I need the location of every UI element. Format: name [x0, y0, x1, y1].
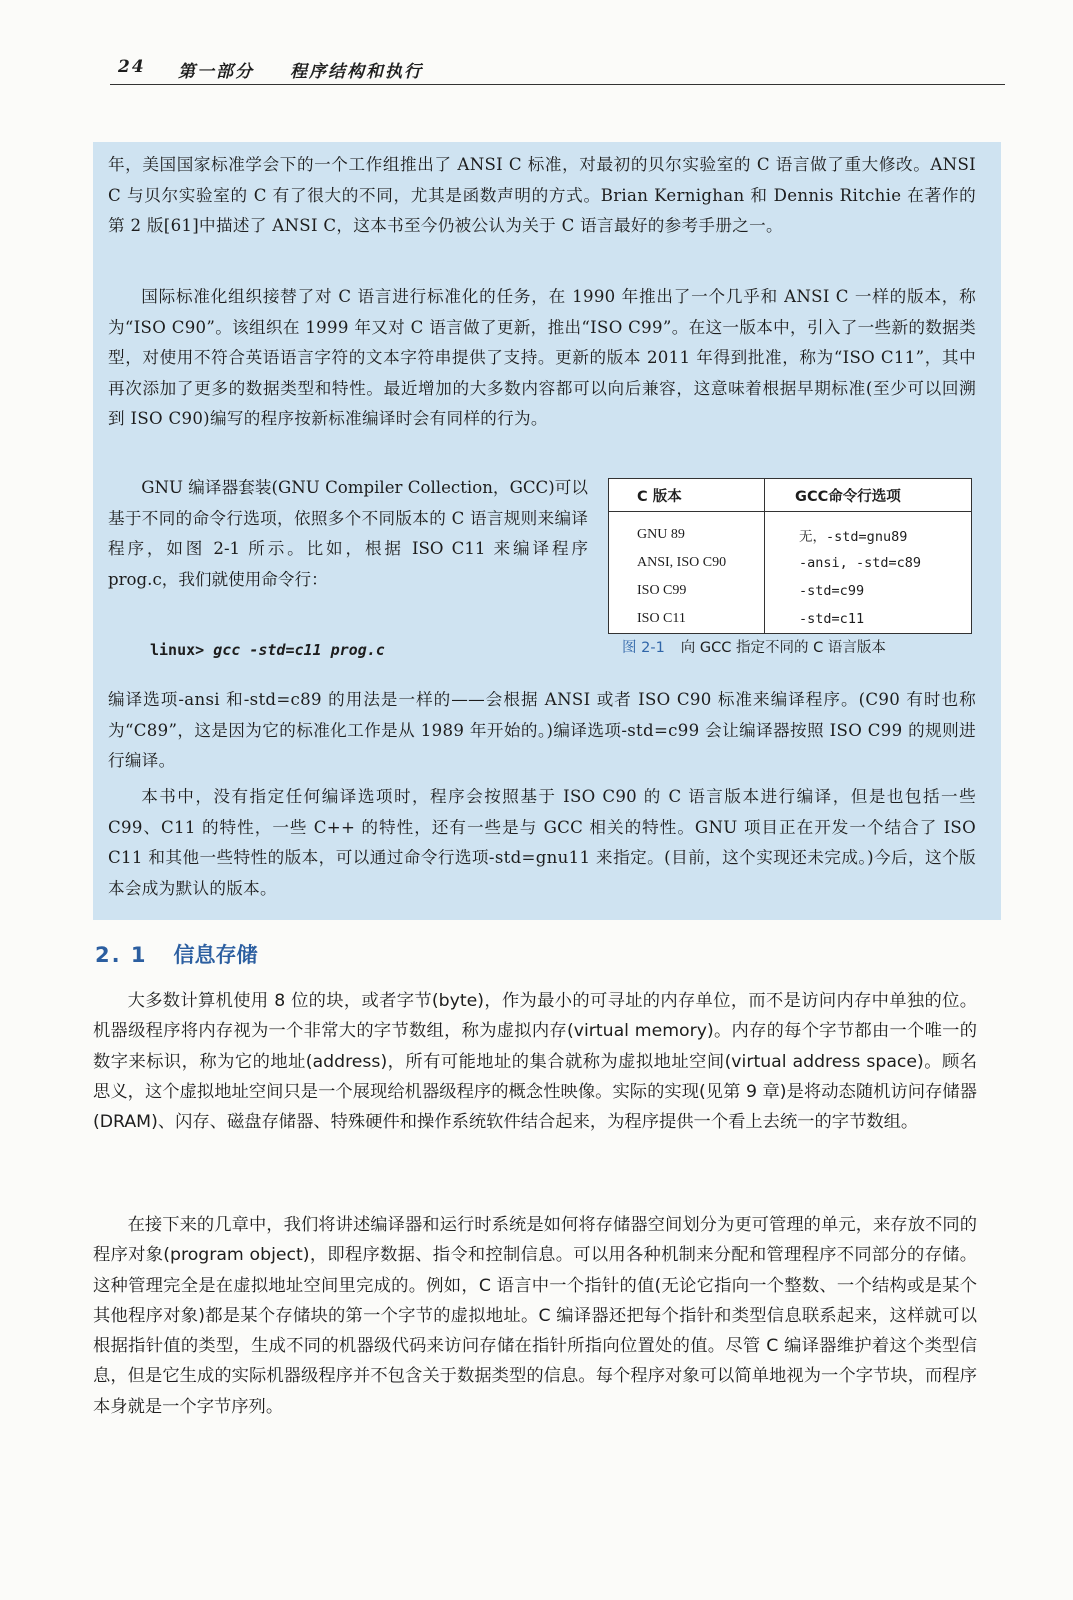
option-cell: -std=c11: [765, 605, 972, 634]
figure-caption-text: 向 GCC 指定不同的 C 语言版本: [680, 640, 886, 656]
shell-prompt: linux>: [150, 641, 205, 659]
version-cell: ISO C99: [637, 583, 687, 598]
figure-label: 图 2-1: [622, 640, 665, 656]
running-header: [110, 54, 1005, 85]
gcc-version-table: [608, 478, 972, 634]
figure-caption: [622, 636, 886, 657]
sidebar-paragraph-2: 国际标准化组织接替了对 C 语言进行标准化的任务，在 1990 年推出了一个几乎和 ANSI C 一样的版本，称为“ISO C90”。该组织在 1999 年又对 C 语言做了更新，推出“ISO C99”。在这一版本中，引入了一些新的数据类型，对使用不符合英语语言字符的文本字符串提供了支持。更新的版本 2011 年得到批准，称为“ISO C11”，其中再次添加了更多的数据类型和特性。最近增加的大多数内容都可以向后兼容，这意味着根据早期标准(至少可以回溯到 ISO C90)编写的程序按新标准编译时会有同样的行为。: [108, 287, 976, 428]
section-heading: [95, 939, 258, 969]
table-header-version: C 版本: [609, 479, 765, 512]
section-number: 2. 1: [95, 943, 148, 967]
section-title: 信息存储: [173, 943, 258, 967]
table-row: [609, 605, 972, 634]
sidebar-paragraph-3: GNU 编译器套装(GNU Compiler Collection，GCC)可以基于不同的命令行选项，依照多个不同版本的 C 语言规则来编译程序，如图 2-1 所示。比如，根据 ISO C11 来编译程序 prog.c，我们就使用命令行：: [108, 478, 588, 589]
option-cell: 无，-std=gnu89: [765, 512, 972, 550]
table-row: [609, 549, 972, 577]
sidebar-paragraph-5: 本书中，没有指定任何编译选项时，程序会按照基于 ISO C90 的 C 语言版本进行编译，但是也包括一些 C99、C11 的特性，一些 C++ 的特性，还有一些是与 GCC 相关的特性。GNU 项目正在开发一个结合了 ISO C11 和其他一些特性的版本，可以通过命令行选项-std=gnu11 来指定。(目前，这个实现还未完成。)今后，这个版本会成为默认的版本。: [108, 787, 976, 898]
gcc-command: gcc -std=c11 prog.c: [213, 641, 385, 659]
option-cell: -std=c99: [765, 577, 972, 605]
body-paragraph-2: 在接下来的几章中，我们将讲述编译器和运行时系统是如何将存储器空间划分为更可管理的单元，来存放不同的程序对象(program object)，即程序数据、指令和控制信息。可以用各种机制来分配和管理程序不同部分的存储。这种管理完全是在虚拟地址空间里完成的。例如，C 语言中一个指针的值(无论它指向一个整数、一个结构或是某个其他程序对象)都是某个存储块的第一个字节的虚拟地址。C 编译器还把每个指针和类型信息联系起来，这样就可以根据指针值的类型，生成不同的机器级代码来访问存储在指针所指向位置处的值。尽管 C 编译器维护着这个类型信息，但是它生成的实际机器级程序并不包含关于数据类型的信息。每个程序对象可以简单地视为一个字节块，而程序本身就是一个字节序列。: [93, 1215, 977, 1417]
table-header-option: GCC命令行选项: [765, 479, 972, 512]
version-cell: ISO C11: [637, 611, 686, 626]
part-title: 程序结构和执行: [290, 62, 423, 82]
option-cell: -ansi, -std=c89: [765, 549, 972, 577]
chapter-title: 第一部分: [178, 62, 254, 82]
command-line-example: [150, 641, 385, 659]
page-number: 24: [118, 57, 146, 77]
version-cell: ANSI, ISO C90: [637, 555, 727, 570]
sidebar-paragraph-4: 编译选项-ansi 和-std=c89 的用法是一样的——会根据 ANSI 或者 ISO C90 标准来编译程序。(C90 有时也称为“C89”，这是因为它的标准化工作是从 1989 年开始的。)编译选项-std=c99 会让编译器按照 ISO C99 的规则进行编译。: [108, 690, 976, 770]
table-row: [609, 512, 972, 550]
version-cell: GNU 89: [637, 527, 685, 542]
body-paragraph-1: 大多数计算机使用 8 位的块，或者字节(byte)，作为最小的可寻址的内存单位，而不是访问内存中单独的位。机器级程序将内存视为一个非常大的字节数组，称为虚拟内存(virtual memory)。内存的每个字节都由一个唯一的数字来标识，称为它的地址(address)，所有可能地址的集合就称为虚拟地址空间(virtual address space)。顾名思义，这个虚拟地址空间只是一个展现给机器级程序的概念性映像。实际的实现(见第 9 章)是将动态随机访问存储器(DRAM)、闪存、磁盘存储器、特殊硬件和操作系统软件结合起来，为程序提供一个看上去统一的字节数组。: [93, 991, 977, 1133]
sidebar-paragraph-1: 年，美国国家标准学会下的一个工作组推出了 ANSI C 标准，对最初的贝尔实验室的 C 语言做了重大修改。ANSI C 与贝尔实验室的 C 有了很大的不同，尤其是函数声明的方式。Brian Kernighan 和 Dennis Ritchie 在著作的第 2 版[61]中描述了 ANSI C，这本书至今仍被公认为关于 C 语言最好的参考手册之一。: [108, 155, 976, 235]
table-row: [609, 577, 972, 605]
